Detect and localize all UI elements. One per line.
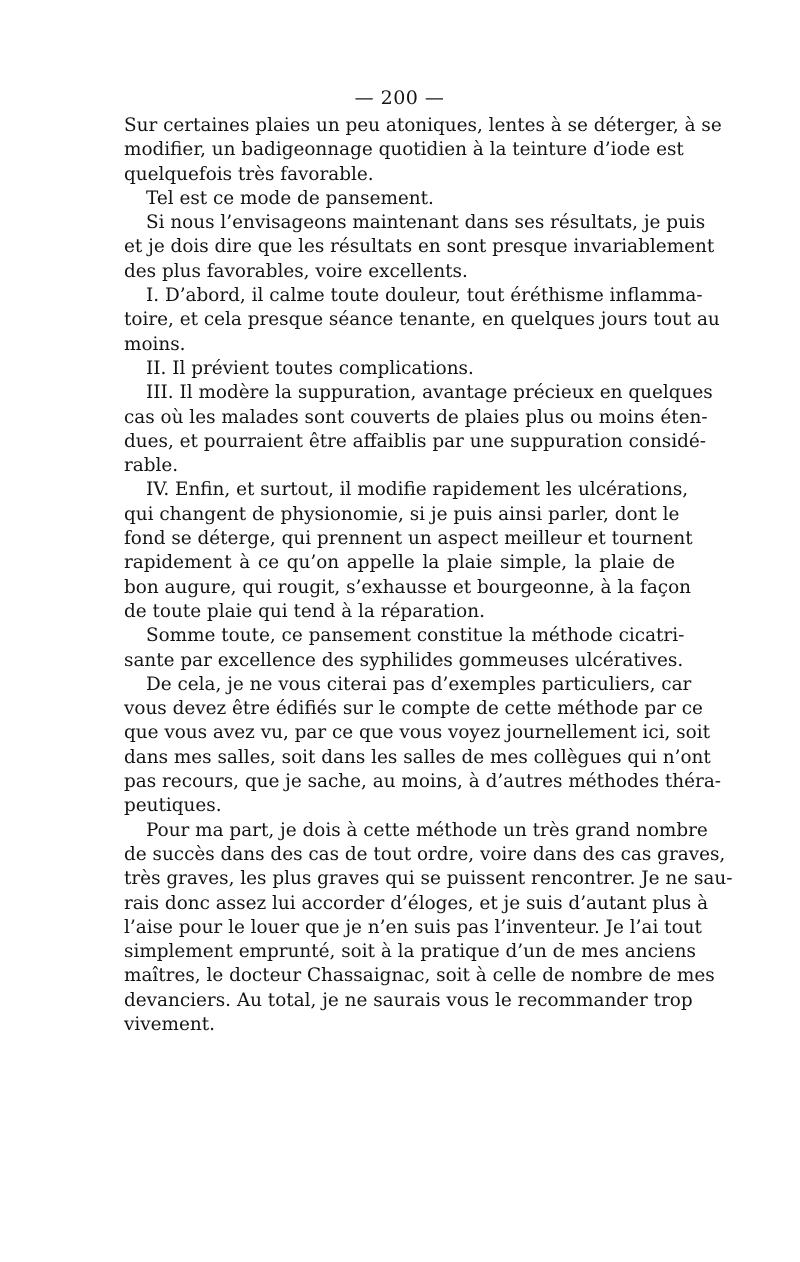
body-text xyxy=(124,114,733,1037)
text-line: toire, et cela presque séance tenante, en quelques jours tout au xyxy=(124,309,720,331)
text-line: que vous avez vu, par ce que vous voyez journellement ici, soit xyxy=(124,722,710,744)
text-line: cas où les malades sont couverts de plaies plus ou moins éten- xyxy=(124,406,708,428)
text-line: devanciers. Au total, je ne saurais vous le recommander trop xyxy=(124,989,693,1011)
text-line: Sur certaines plaies un peu atoniques, lentes à se déterger, à se xyxy=(124,115,722,136)
paragraph xyxy=(124,624,685,673)
paragraph xyxy=(124,114,722,187)
text-line: qui changent de physionomie, si je puis ainsi parler, dont le xyxy=(124,503,680,525)
text-line: IV. Enfin, et surtout, il modifie rapidement les ulcérations, xyxy=(146,479,689,501)
text-line: Tel est ce mode de pansement. xyxy=(146,187,434,209)
text-line: Somme toute, ce pansement constitue la méthode cicatri- xyxy=(146,625,685,647)
text-line: de succès dans des cas de tout ordre, voire dans des cas graves, xyxy=(124,843,726,865)
text-line: III. Il modère la suppuration, avantage précieux en quelques xyxy=(146,382,713,404)
text-line: peutiques. xyxy=(124,795,222,817)
paragraph xyxy=(124,211,715,284)
text-line: de toute plaie qui tend à la réparation. xyxy=(124,600,485,622)
paragraph xyxy=(124,381,713,478)
text-line: rapidement à ce qu’on appelle la plaie simple, la plaie de xyxy=(124,552,675,574)
paragraph xyxy=(124,357,675,381)
text-line: I. D’abord, il calme toute douleur, tout éréthisme inflamma- xyxy=(146,285,703,307)
page-number: — 200 — xyxy=(354,87,445,109)
text-line: Pour ma part, je dois à cette méthode un très grand nombre xyxy=(146,819,708,841)
text-line: vivement. xyxy=(124,1013,215,1035)
text-line: quelquefois très favorable. xyxy=(124,163,374,185)
text-line: l’aise pour le louer que je n’en suis pas l’inventeur. Je l’ai tout xyxy=(124,916,702,938)
text-line: dues, et pourraient être affaiblis par une suppuration considé- xyxy=(124,430,706,452)
text-line: et je dois dire que les résultats en sont presque invariablement xyxy=(124,236,715,258)
text-line: Si nous l’envisageons maintenant dans ses résultats, je puis xyxy=(146,212,706,234)
text-line: rable. xyxy=(124,455,179,477)
text-line: maîtres, le docteur Chassaignac, soit à celle de nombre de mes xyxy=(124,965,715,987)
text-line: dans mes salles, soit dans les salles de mes collègues qui n’ont xyxy=(124,746,711,768)
paragraph xyxy=(124,478,693,624)
text-line: pas recours, que je sache, au moins, à d’autres méthodes théra- xyxy=(124,771,721,793)
text-line: des plus favorables, voire excellents. xyxy=(124,260,468,282)
text-line: De cela, je ne vous citerai pas d’exemples particuliers, car xyxy=(146,673,692,695)
text-line: bon augure, qui rougit, s’exhausse et bourgeonne, à la façon xyxy=(124,576,691,598)
text-line: vous devez être édifiés sur le compte de cette méthode par ce xyxy=(124,698,703,720)
text-line: simplement emprunté, soit à la pratique d’un de mes anciens xyxy=(124,941,696,963)
book-page xyxy=(124,86,733,1037)
text-line: rais donc assez lui accorder d’éloges, et je suis d’autant plus à xyxy=(124,892,709,914)
paragraph xyxy=(124,284,720,357)
paragraph xyxy=(124,819,733,1038)
text-line: très graves, les plus graves qui se puissent rencontrer. Je ne sau- xyxy=(124,868,733,890)
text-line: II. Il prévient toutes complications. xyxy=(146,357,474,379)
paragraph xyxy=(124,673,721,819)
text-line: moins. xyxy=(124,333,186,355)
text-line: fond se déterge, qui prennent un aspect meilleur et tournent xyxy=(124,528,693,550)
text-line: modifier, un badigeonnage quotidien à la teinture d’iode est xyxy=(124,139,684,161)
paragraph xyxy=(124,187,675,211)
text-line: sante par excellence des syphilides gommeuses ulcératives. xyxy=(124,649,684,671)
